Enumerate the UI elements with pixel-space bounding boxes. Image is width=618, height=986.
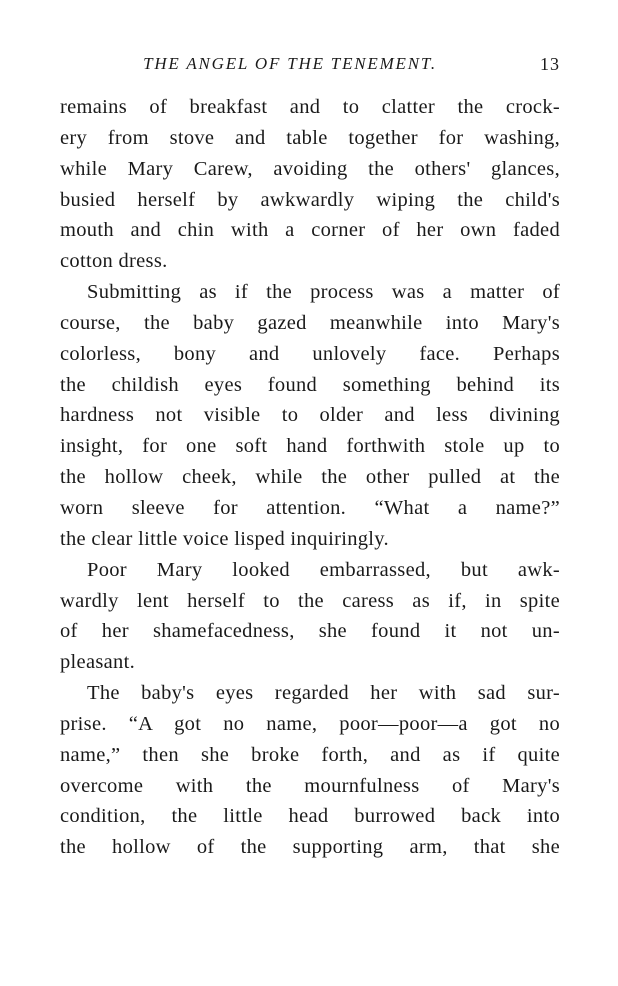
text-line: The baby's eyes regarded her with sad sur- [87, 682, 560, 705]
text-line: the hollow of the supporting arm, that she [60, 836, 560, 859]
text-line: condition, the little head burrowed back into [60, 805, 560, 828]
text-line: hardness not visible to older and less divining [60, 404, 560, 427]
text-line: the childish eyes found something behind its [60, 373, 560, 396]
text-line: Submitting as if the process was a matter of [87, 281, 560, 304]
text-line: of her shamefacedness, she found it not un- [60, 620, 560, 643]
text-line: while Mary Carew, avoiding the others' glances, [60, 157, 560, 180]
text-line: worn sleeve for attention. “What a name?” [60, 496, 560, 519]
text-line: insight, for one soft hand forthwith stole up to [60, 435, 560, 458]
text-line: remains of breakfast and to clatter the crock- [60, 96, 560, 118]
text-line: name,” then she broke forth, and as if quite [60, 743, 560, 766]
page-number: 13 [540, 54, 560, 74]
text-line: cotton dress. [60, 250, 168, 273]
text-line: overcome with the mournfulness of Mary's [60, 774, 560, 797]
text-line: course, the baby gazed meanwhile into Mary's [60, 311, 560, 334]
text-line: colorless, bony and unlovely face. Perhaps [60, 342, 560, 365]
text-line: the clear little voice lisped inquiringly. [60, 527, 389, 550]
text-line: Poor Mary looked embarrassed, but awk- [87, 558, 560, 581]
text-line: ery from stove and table together for washing, [60, 126, 560, 149]
text-line: wardly lent herself to the caress as if, in spite [60, 589, 560, 612]
body-text [60, 92, 560, 863]
page-header [60, 50, 560, 80]
running-title: THE ANGEL OF THE TENEMENT. [143, 54, 437, 73]
text-line: the hollow cheek, while the other pulled at the [60, 466, 560, 489]
text-line: pleasant. [60, 651, 135, 674]
text-line: mouth and chin with a corner of her own faded [60, 219, 560, 242]
text-line: prise. “A got no name, poor—poor—a got no [60, 712, 560, 735]
text-line: busied herself by awkwardly wiping the child's [60, 188, 560, 211]
